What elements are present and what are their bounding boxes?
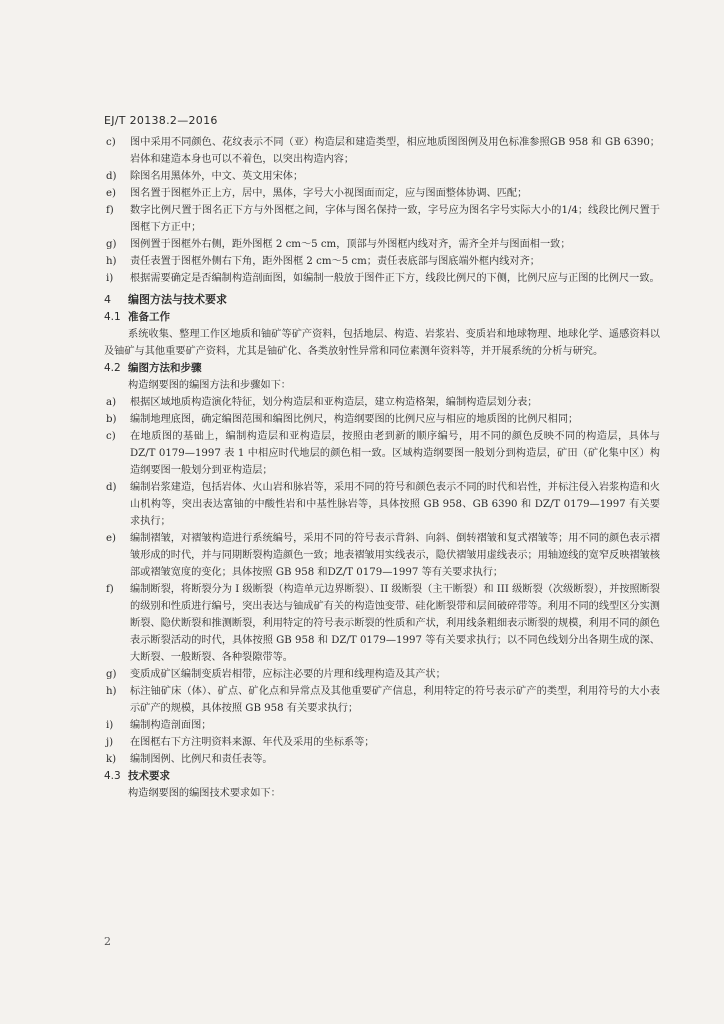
section-4-1-heading: [104, 309, 660, 326]
section-number: 4: [104, 293, 111, 306]
list-item: [104, 236, 660, 253]
list-item: [104, 411, 660, 428]
section-title: 编图方法和步骤: [128, 362, 202, 374]
list-item-marker: c): [106, 431, 116, 442]
list-item-marker: a): [106, 397, 117, 408]
list-item-text: 除图名用黑体外，中文、英文用宋体；: [130, 171, 304, 182]
list-item: [104, 202, 660, 236]
list-item: [104, 394, 660, 411]
list-item: [104, 428, 660, 479]
section-4-2-heading: [104, 360, 660, 377]
list-item: [104, 185, 660, 202]
list-item-text: 根据区域地质构造演化特征，划分构造层和亚构造层，建立构造格架，编制构造层划分表；: [130, 397, 538, 408]
section-4-heading: [104, 291, 660, 309]
list-item-marker: c): [106, 137, 116, 148]
list-item-text: 编制构造剖面图；: [130, 720, 212, 731]
list-item-marker: d): [106, 482, 117, 493]
document-header: EJ/T 20138.2—2016: [104, 114, 218, 127]
section-number: 4.2: [104, 362, 121, 374]
list-item-marker: f): [106, 584, 114, 595]
section-title: 编图方法与技术要求: [128, 293, 227, 306]
list-item-text: 根据需要确定是否编制构造剖面图，如编制一般放于图件正下方，线段比例尺的下侧，比例尺应与正图的比例尺一致。: [130, 273, 660, 284]
list-item: [104, 734, 660, 751]
list-item: [104, 666, 660, 683]
list-item-text: 编制断裂，将断裂分为 I 级断裂（构造单元边界断裂）、II 级断裂（主干断裂）和 III 级断裂（次级断裂），并按照断裂的级别和性质进行编号，突出表达与铀成矿有关的构造蚀变带、硅化断裂带和层间破碎带等。利用不同的线型区分实测断裂、隐伏断裂和推测断裂，利用特定的符号表示断裂的性质和产状，利用线条粗细表示断裂的规模，利用不同的颜色表示断裂活动的时代，具体按照 GB 958 和 DZ/T 0179—1997 等有关要求执行；以不同色线划分出各期生成的深、大断裂、一般断裂、各种裂隙带等。: [130, 584, 660, 663]
list-item-marker: h): [106, 256, 117, 267]
list-item-text: 在地质图的基础上，编制构造层和亚构造层，按照由老到新的顺序编号，用不同的颜色反映不同的构造层，具体与 DZ/T 0179—1997 表 1 中相应时代地层的颜色相一致。区域构造纲要图一般划分到构造层，矿田（矿化集中区）构造纲要图一般划分到亚构造层；: [130, 431, 660, 476]
list-item-marker: k): [106, 754, 117, 765]
list-item-text: 图名置于图框外正上方，居中，黑体，字号大小视图面而定，应与图面整体协调、匹配；: [130, 188, 528, 199]
section-title: 技术要求: [128, 770, 170, 782]
section-4-3-intro: 构造纲要图的编图技术要求如下：: [128, 788, 281, 799]
section-number: 4.1: [104, 311, 121, 323]
section-4-1-paragraph: 系统收集、整理工作区地质和铀矿等矿产资料，包括地层、构造、岩浆岩、变质岩和地球物理、地球化学、遥感资料以及铀矿与其他重要矿产资料，尤其是铀矿化、各类放射性异常和同位素测年资料等，并开展系统的分析与研究。: [104, 329, 660, 357]
list-item: [104, 270, 660, 287]
list-item-text: 责任表置于图框外侧右下角，距外图框 2 cm～5 cm；责任表底部与图底端外框内线对齐；: [130, 256, 540, 267]
list-4-2: [104, 394, 660, 768]
list-item: [104, 683, 660, 717]
list-item-text: 编制褶皱，对褶皱构造进行系统编号，采用不同的符号表示背斜、向斜、倒转褶皱和复式褶皱等；用不同的颜色表示褶皱形成的时代，并与同期断裂构造颜色一致；地表褶皱用实线表示，隐伏褶皱用虚线表示；用轴迹线的宽窄反映褶皱核部或褶皱宽度的变化；具体按照 GB 958 和DZ/T 0179—1997 等有关要求执行；: [130, 533, 660, 578]
list-item-marker: g): [106, 669, 117, 680]
list-item: [104, 717, 660, 734]
list-item-text: 在图框右下方注明资料来源、年代及采用的坐标系等；: [130, 737, 375, 748]
list-item-marker: e): [106, 188, 117, 199]
list-item: [104, 134, 660, 168]
section-title: 准备工作: [128, 311, 170, 323]
list-item-text: 图例置于图框外右侧，距外图框 2 cm～5 cm，顶部与外图框内线对齐，需齐全并与图面相一致；: [130, 239, 571, 250]
list-item: [104, 751, 660, 768]
list-item: [104, 168, 660, 185]
list-item-marker: f): [106, 205, 114, 216]
list-item: [104, 530, 660, 581]
page-content: [104, 134, 660, 802]
list-item-marker: i): [106, 720, 114, 731]
list-item: [104, 253, 660, 270]
list-item-marker: b): [106, 414, 117, 425]
list-item-text: 编制岩浆建造，包括岩体、火山岩和脉岩等，采用不同的符号和颜色表示不同的时代和岩性，并标注侵入岩浆构造和火山机构等，突出表达富铀的中酸性岩和中基性脉岩等，具体按照 GB 958、GB 6390 和 DZ/T 0179—1997 有关要求执行；: [130, 482, 660, 527]
list-item-marker: j): [106, 737, 114, 748]
list-item: [104, 479, 660, 530]
section-4-3-heading: [104, 768, 660, 785]
list-item-marker: g): [106, 239, 117, 250]
section-number: 4.3: [104, 770, 121, 782]
list-top: [104, 134, 660, 287]
list-item: [104, 581, 660, 666]
list-item-marker: e): [106, 533, 117, 544]
list-item-text: 标注铀矿床（体）、矿点、矿化点和异常点及其他重要矿产信息，利用特定的符号表示矿产的类型，利用符号的大小表示矿产的规模，具体按照 GB 958 有关要求执行；: [130, 686, 660, 714]
list-item-text: 编制地理底图，确定编图范围和编图比例尺，构造纲要图的比例尺应与相应的地质图的比例尺相同；: [130, 414, 579, 425]
list-item-text: 编制图例、比例尺和责任表等。: [130, 754, 273, 765]
list-item-text: 图中采用不同颜色、花纹表示不同（亚）构造层和建造类型，相应地质图图例及用色标准参照GB 958 和 GB 6390；岩体和建造本身也可以不着色，以突出构造内容；: [130, 137, 660, 165]
list-item-text: 数字比例尺置于图名正下方与外图框之间，字体与图名保持一致，字号应为图名字号实际大小的1/4；线段比例尺置于图框下方正中；: [130, 205, 660, 233]
list-item-marker: h): [106, 686, 117, 697]
list-item-marker: d): [106, 171, 117, 182]
page-number: 2: [104, 935, 111, 948]
list-item-text: 变质成矿区编制变质岩相带，应标注必要的片理和线理构造及其产状；: [130, 669, 446, 680]
section-4-2-intro: 构造纲要图的编图方法和步骤如下：: [128, 380, 291, 391]
list-item-marker: i): [106, 273, 114, 284]
